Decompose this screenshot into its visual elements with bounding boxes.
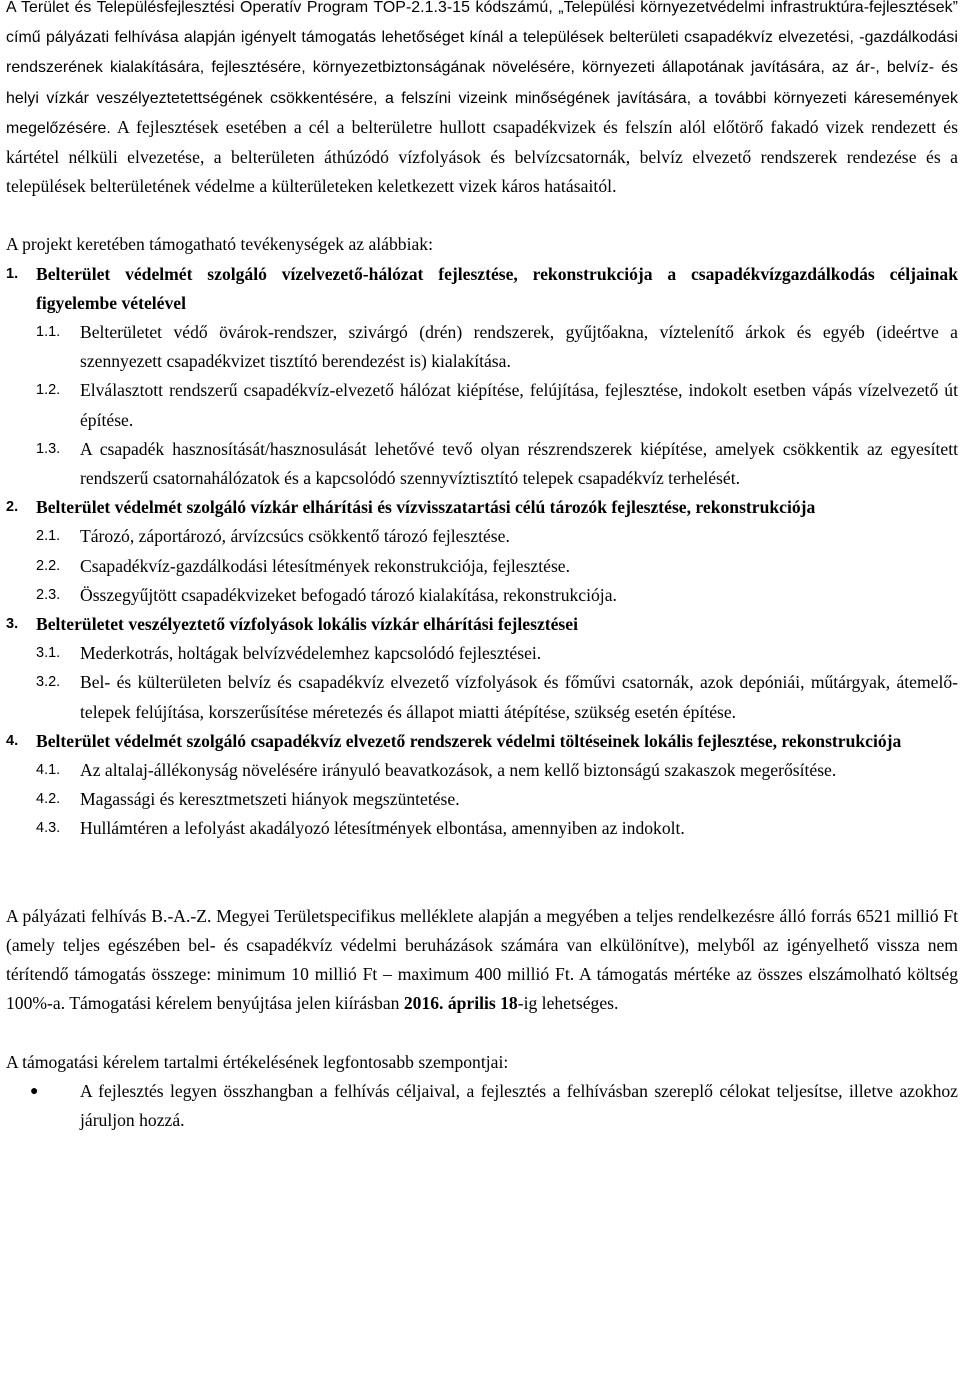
section-1 [6,260,958,494]
item-number: 3.1. [36,645,61,662]
section-3 [6,610,958,727]
item-text: Elválasztott rendszerű csapadékvíz-elvezető hálózat kiépítése, felújítása, fejlesztése, indokolt esetben vápás vízelvezető út építése. [80,380,958,430]
item-text: Mederkotrás, holtágak belvízvédelemhez kapcsolódó fejlesztései. [80,643,542,664]
intro-paragraph [6,0,958,201]
item-text: Csapadékvíz-gazdálkodási létesítmények rekonstrukciója, fejlesztése. [80,555,570,576]
deadline-date: 2016. április 18 [403,993,518,1014]
section-2 [6,493,958,610]
item-number: 1.3. [36,440,61,457]
document-page [6,0,958,1135]
item-text: Bel- és külterületen belvíz és csapadékvíz elvezető vízfolyások és főművi csatornák, azok depóniái, műtárgyak, átemelő-telepek felújítása, korszerűsítése méretezés és állapot miatti átépítése, szükség esetén építése. [80,672,958,722]
section-title: Belterület védelmét szolgáló vízkár elhárítási és vízvisszatartási célú tározók fejlesztése, rekonstrukciója [36,497,816,518]
funding-text-part1: A pályázati felhívás B.-A.-Z. Megyei Területspecifikus melléklete alapján a megyében a teljes rendelkezésre álló forrás 6521 millió Ft (amely teljes egészében bel- és csapadékvíz védelmi beruházások számára van elkülönítve), melyből az igényelhető vissza nem térítendő támogatás összege: minimum 10 millió Ft – maximum 400 millió Ft. A támogatás mértéke az összes elszámolható költség 100%-a. Támogatási kérelem benyújtása jelen kiírásban [6,905,958,1014]
section-number: 3. [6,616,19,633]
section-title: Belterület védelmét szolgáló vízelvezető-hálózat fejlesztése, rekonstrukciója a csapadékvízgazdálkodás céljainak figyelembe vételével [36,263,958,313]
item-number: 2.1. [36,528,61,545]
item-text: Magassági és keresztmetszeti hiányok megszüntetése. [80,789,460,810]
bullet-icon: ● [30,1083,39,1099]
criteria-list-item [30,1077,958,1135]
intro-text-part2: A fejlesztések esetében a cél a belterületre hullott csapadékvizek és felszín alól előtörő fakadó vizek rendezett és kártétel nélküli elvezetése, a belterületen áthúzódó vízfolyások és belvízcsatornák, belvíz elvezető rendszerek rendezése és a települések belterületének védelme a külterületeken keletkezett vizek káros hatásaitól. [6,116,958,197]
item-text: Hullámtéren a lefolyást akadályozó létesítmények elbontása, amennyiben az indokolt. [80,818,685,839]
item-text: Tározó, záportározó, árvízcsúcs csökkentő tározó fejlesztése. [80,526,510,547]
item-number: 4.1. [36,762,61,779]
funding-text-part2: -ig lehetséges. [517,993,619,1014]
item-number: 4.2. [36,791,61,808]
criteria-heading: A támogatási kérelem tartalmi értékelésének legfontosabb szempontjai: [6,1051,509,1072]
item-text: Összegyűjtött csapadékvizeket befogadó tározó kialakítása, rekonstrukciója. [80,584,617,605]
section-4 [6,727,958,844]
funding-paragraph [6,902,958,1019]
activities-heading: A projekt keretében támogatható tevékenységek az alábbiak: [6,234,433,255]
section-title: Belterületet veszélyeztető vízfolyások lokális vízkár elhárítási fejlesztései [36,614,578,635]
section-number: 4. [6,732,19,749]
item-number: 2.2. [36,557,61,574]
criteria-text: A fejlesztés legyen összhangban a felhívás céljaival, a fejlesztés a felhívásban szereplő célokat teljesítse, illetve azokhoz járuljon hozzá. [80,1080,958,1130]
section-number: 2. [6,499,19,516]
section-number: 1. [6,265,19,282]
item-text: Az altalaj-állékonyság növelésére irányuló beavatkozások, a nem kellő biztonságú szakaszok megerősítése. [80,760,837,781]
item-number: 1.2. [36,382,61,399]
item-number: 4.3. [36,820,61,837]
item-text: Belterületet védő övárok-rendszer, szivárgó (drén) rendszerek, gyűjtőakna, víztelenítő árkok és egyéb (ideértve a szennyezett csapadékvizet tisztító berendezést is) kialakítása. [80,322,958,372]
item-number: 1.1. [36,324,61,341]
item-number: 3.2. [36,674,61,691]
item-number: 2.3. [36,586,61,603]
item-text: A csapadék hasznosítását/hasznosulását lehetővé tevő olyan részrendszerek kiépítése, amelyek csökkentik az egyesített rendszerű csatornahálózatok és a kapcsolódó szennyvíztisztító telepek csapadékvíz terhelését. [80,438,958,489]
section-title: Belterület védelmét szolgáló csapadékvíz elvezető rendszerek védelmi töltéseinek lokális fejlesztése, rekonstrukciója [36,730,902,751]
intro-text-part1: A Terület és Településfejlesztési Operatív Program TOP-2.1.3-15 kódszámú, „Települési környezetvédelmi infrastruktúra-fejlesztések” című pályázati felhívása alapján igényelt támogatás lehetőséget kínál a települések belterületi csapadékvíz elvezetési, -gazdálkodási rendszerének kialakítására, fejlesztésére, környezetbiztonságának növelésére, környezeti állapotának javítására, az ár-, belvíz- és helyi vízkár veszélyeztetettségének csökkentésére, a felszíni vizeink minőségének javítására, a további környezeti káresemények megelőzésére. [6,0,958,137]
